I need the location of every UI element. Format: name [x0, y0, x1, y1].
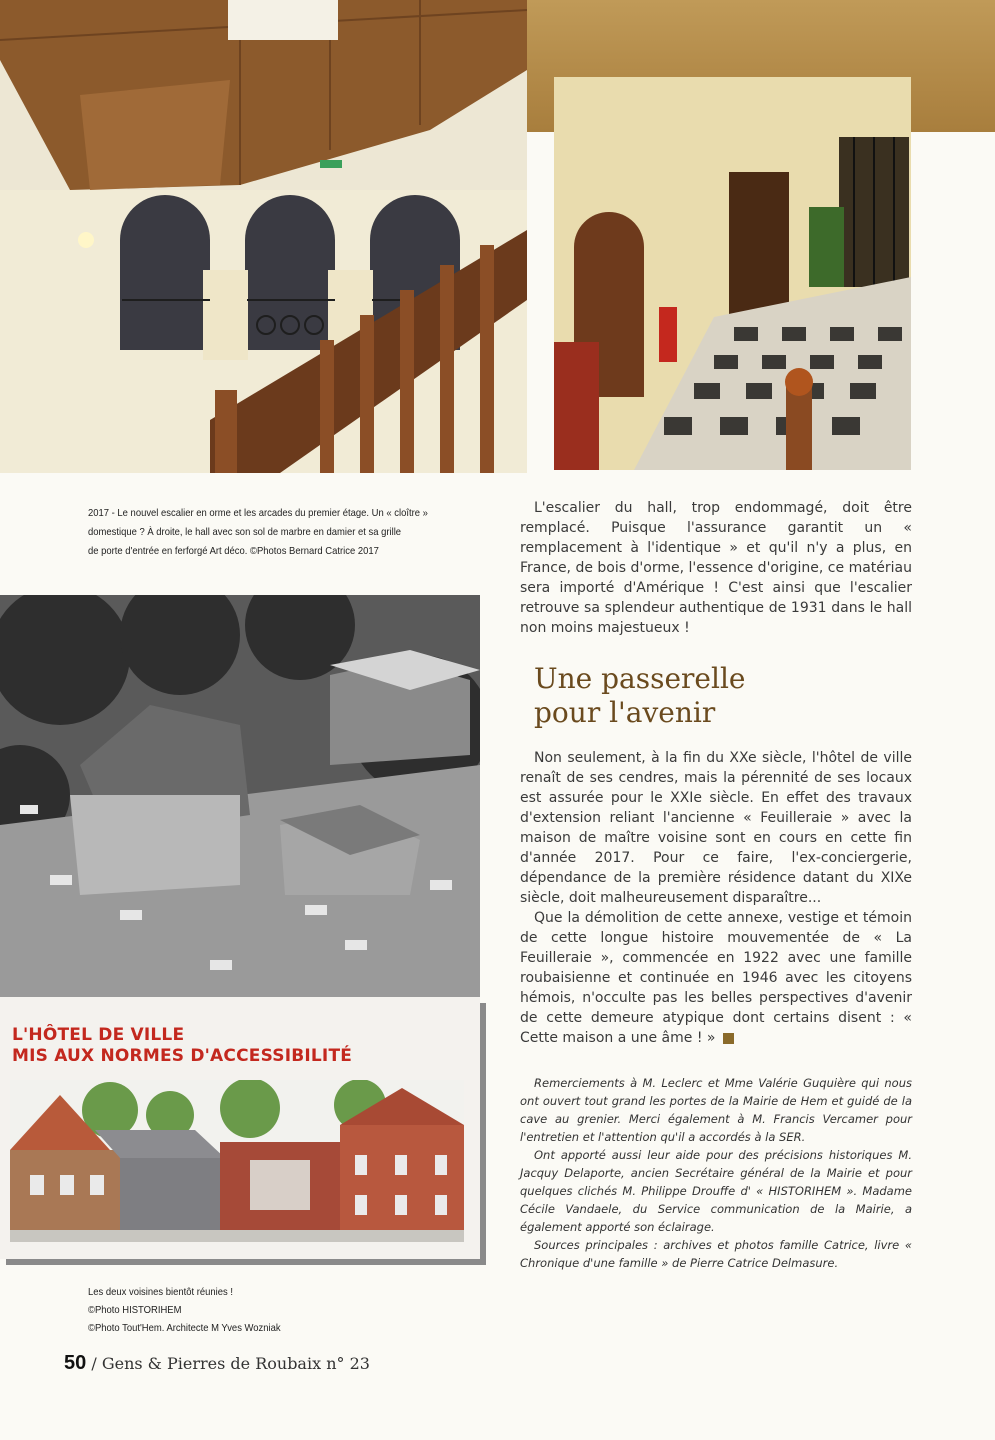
page-number: 50 — [64, 1352, 87, 1374]
box-title — [12, 1025, 352, 1067]
caption-line: de porte d'entrée en ferforgé Art déco. ©Photos Bernard Catrice 2017 — [88, 545, 379, 557]
acknowledgements — [520, 1074, 912, 1272]
paragraph — [520, 908, 912, 1048]
footer-separator: / — [86, 1354, 102, 1373]
caption-line: Les deux voisines bientôt réunies ! — [88, 1286, 233, 1298]
intro-paragraph — [520, 498, 912, 638]
sources-paragraph: Sources principales : archives et photos famille Catrice, livre « Chronique d'une famille » de Pierre Catrice Delmasure. — [520, 1238, 912, 1270]
caption-line: domestique ? À droite, le hall avec son sol de marbre en damier et sa grille — [88, 526, 402, 538]
acknowledgement-paragraph: Remerciements à M. Leclerc et Mme Valérie Guquière qui nous ont ouvert tout grand les portes de la Mairie de Hem et guidé de la cave au grenier. Merci également à M. Francis Vercamer pour l'entretien et l'attention qu'il a accordés à la SER. — [520, 1076, 912, 1144]
caption-line: ©Photo HISTORIHEM — [88, 1304, 182, 1316]
hall-photo — [554, 77, 911, 470]
paragraph-text: Que la démolition de cette annexe, vestige et témoin de cette longue histoire mouvementée de « La Feuilleraie », commencée en 1922 avec une famille roubaisienne et continuée en 1946 avec les citoyens hémois, n'occulte pas les belles perspectives d'avenir de cette demeure atypique dont certains disent : « Cette maison a une âme ! » — [520, 910, 912, 1046]
architect-rendering — [10, 1080, 464, 1242]
photo-caption-bottom — [88, 1283, 281, 1337]
publication-name: Gens & Pierres de Roubaix n° 23 — [101, 1354, 370, 1373]
section-heading — [534, 662, 894, 730]
caption-line: 2017 - Le nouvel escalier en orme et les arcades du premier étage. Un « cloître » — [88, 507, 428, 519]
heading-line: Une passerelle — [534, 662, 746, 695]
paragraph: Non seulement, à la fin du XXe siècle, l'hôtel de ville renaît de ses cendres, mais la pérennité de ses locaux est assurée pour le XXIe siècle. En effet des travaux d'extension reliant l'ancienne « Feuilleraie » avec la maison de maître voisine sont en cours en cette fin d'année 2017. Pour ce faire, l'ex-conciergerie, dépendance de la première résidence datant du XIXe siècle, doit malheureusement disparaître... — [520, 750, 912, 906]
end-of-article-mark — [723, 1033, 734, 1044]
box-title-line: MIS AUX NORMES D'ACCESSIBILITÉ — [12, 1046, 353, 1066]
acknowledgement-paragraph: Ont apporté aussi leur aide pour des précisions historiques M. Jacquy Delaporte, ancien Secrétaire général de la Mairie et pour quelques clichés M. Philippe Drouffe d' « HISTORIHEM ». Madame Cécile Vandaele, du Service communication de la Mairie, a également apporté son éclairage. — [520, 1148, 912, 1234]
aerial-photo — [0, 595, 480, 998]
page-footer — [64, 1352, 370, 1375]
caption-line: ©Photo Tout'Hem. Architecte M Yves Wozniak — [88, 1322, 281, 1334]
section-body — [520, 748, 912, 1048]
photo-caption-top — [88, 504, 428, 561]
heading-line: pour l'avenir — [534, 696, 716, 729]
box-title-line: L'HÔTEL DE VILLE — [12, 1025, 185, 1045]
staircase-photo — [0, 0, 527, 473]
paragraph: L'escalier du hall, trop endommagé, doit être remplacé. Puisque l'assurance garantit un « remplacement à l'identique » et qu'il n'y a plus, en France, de bois d'orme, l'essence d'origine, ce matériau sera importé d'Amérique ! C'est ainsi que l'escalier retrouve sa splendeur authentique de 1931 dans le hall non moins majestueux ! — [520, 500, 912, 636]
